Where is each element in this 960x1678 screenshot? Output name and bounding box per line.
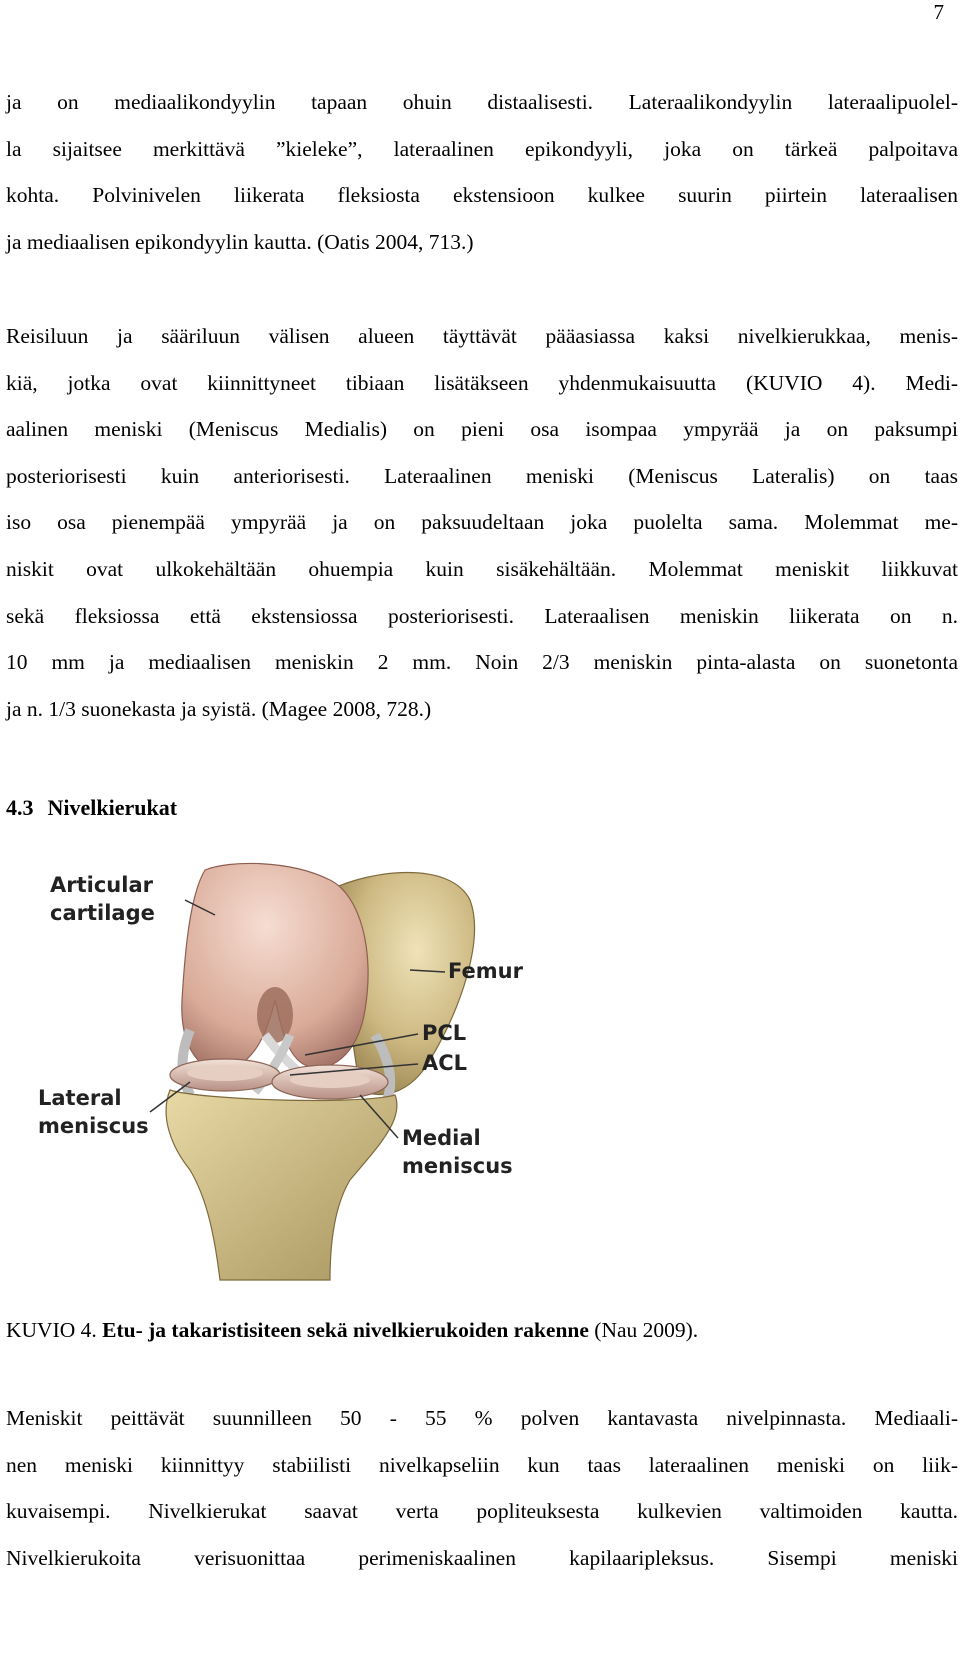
text-line: kiä, jotka ovat kiinnittyneet tibiaan lisätäkseen yhdenmukaisuutta (KUVIO 4). Medi- <box>6 370 958 395</box>
caption-prefix: KUVIO 4. <box>6 1318 97 1342</box>
section-title: Nivelkierukat <box>47 795 178 820</box>
label-pcl: PCL <box>422 1021 467 1045</box>
label-lateral: Lateral <box>38 1086 122 1110</box>
label-lateral-meniscus: meniscus <box>38 1114 149 1138</box>
paragraph-3 <box>6 1395 958 1581</box>
label-articular: Articular <box>50 873 153 897</box>
knee-anatomy-figure <box>30 860 560 1290</box>
text-line: nen meniski kiinnittyy stabiilisti nivelkapseliin kun taas lateraalinen meniski on liik- <box>6 1452 958 1477</box>
section-heading <box>6 795 177 821</box>
tibia-shape <box>166 1090 397 1280</box>
text-line: Meniskit peittävät suunnilleen 50 - 55 % polven kantavasta nivelpinnasta. Mediaali- <box>6 1406 958 1430</box>
text-line: niskit ovat ulkokehältään ohuempia kuin sisäkehältään. Molemmat meniskit liikkuvat <box>6 556 958 581</box>
label-medial: Medial <box>402 1126 481 1150</box>
text-line: ja on mediaalikondyylin tapaan ohuin distaalisesti. Lateraalikondyylin lateraalipuolel- <box>6 90 958 114</box>
text-line: ja n. 1/3 suonekasta ja syistä. (Magee 2008, 728.) <box>6 696 432 721</box>
label-acl: ACL <box>422 1051 468 1075</box>
text-line: aalinen meniski (Meniscus Medialis) on pieni osa isompaa ympyrää ja on paksumpi <box>6 417 958 442</box>
caption-title: Etu- ja takaristisiteen sekä nivelkierukoiden rakenne <box>102 1318 589 1342</box>
text-line: posteriorisesti kuin anteriorisesti. Lateraalinen meniski (Meniscus Lateralis) on taas <box>6 463 958 488</box>
text-line: iso osa pienempää ympyrää ja on paksuudeltaan joka puolelta sama. Molemmat me- <box>6 510 958 535</box>
label-medial-meniscus: meniscus <box>402 1154 513 1178</box>
text-line: sekä fleksiossa että ekstensiossa posteriorisesti. Lateraalisen meniskin liikerata on n. <box>6 603 958 628</box>
knee-illustration <box>30 860 560 1290</box>
page-number: 7 <box>933 0 944 24</box>
text-line: Reisiluun ja sääriluun välisen alueen täyttävät pääasiassa kaksi nivelkierukkaa, menis- <box>6 324 958 348</box>
text-line: kuvaisempi. Nivelkierukat saavat verta popliteuksesta kulkevien valtimoiden kautta. <box>6 1499 958 1524</box>
paragraph-2 <box>6 313 958 732</box>
paragraph-1 <box>6 79 958 265</box>
text-line: ja mediaalisen epikondyylin kautta. (Oatis 2004, 713.) <box>6 229 474 254</box>
label-cartilage: cartilage <box>50 901 155 925</box>
figure-caption <box>6 1318 698 1343</box>
text-line: Nivelkierukoita verisuonittaa perimeniskaalinen kapilaaripleksus. Sisempi meniski <box>6 1545 958 1570</box>
text-line: 10 mm ja mediaalisen meniskin 2 mm. Noin 2/3 meniskin pinta-alasta on suonetonta <box>6 650 958 675</box>
text-line: la sijaitsee merkittävä ”kieleke”, lateraalinen epikondyyli, joka on tärkeä palpoitava <box>6 136 958 161</box>
section-number: 4.3 <box>6 795 34 820</box>
label-femur: Femur <box>448 959 523 983</box>
caption-source: (Nau 2009). <box>594 1318 699 1342</box>
text-line: kohta. Polvinivelen liikerata fleksiosta ekstensioon kulkee suurin piirtein lateraalisen <box>6 183 958 208</box>
